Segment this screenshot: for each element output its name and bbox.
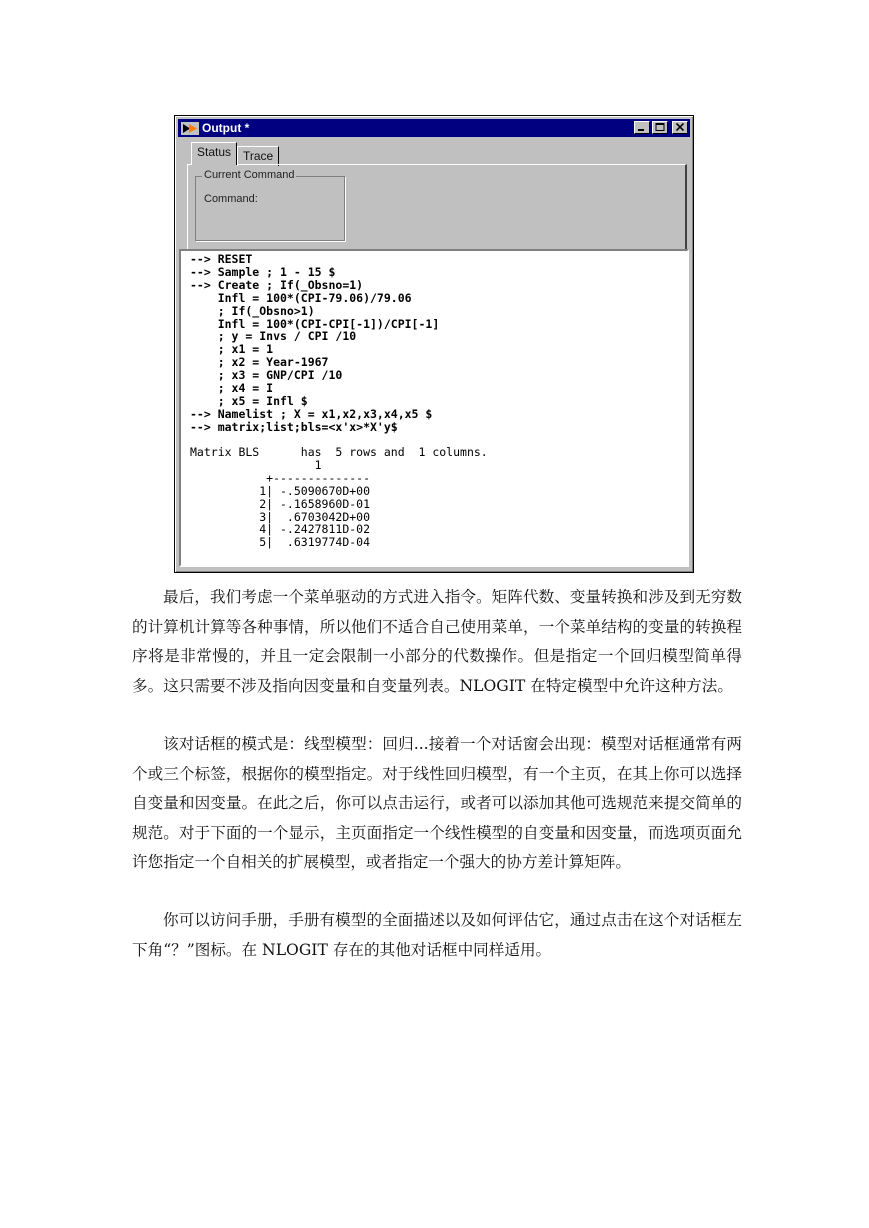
- matrix-row: 3| .6703042D+00: [259, 509, 371, 524]
- console-line: ; x5 = Infl $: [217, 393, 308, 408]
- current-command-label: Current Command: [204, 169, 295, 181]
- paragraph: [132, 730, 742, 878]
- window-title: Output *: [202, 121, 250, 135]
- paragraph-text: 该对话框的模式是：线型模型：回归...接着一个对话窗会出现：模型对话框通常有两个或三个标签，根据你的模型指定。对于线性回归模型，有一个主页，在其上你可以选择自变量和因变量。在此之后，你可以点击运行，或者可以添加其他可选规范来提交简单的规范。对于下面的一个显示，主页面指定一个线性模型的自变量和因变量，而选项页面允许您指定一个自相关的扩展模型，或者指定一个强大的协方差计算矩阵。: [132, 735, 742, 871]
- paragraph: [132, 906, 742, 965]
- maximize-button[interactable]: [652, 121, 668, 134]
- matrix-column-index: 1: [314, 457, 322, 472]
- console-line: --> matrix;list;bls=<x'x>*X'y$: [190, 419, 398, 434]
- minimize-button[interactable]: [634, 121, 650, 134]
- matrix-row: 2| -.1658960D-01: [259, 496, 371, 511]
- matrix-output: [190, 446, 488, 549]
- app-icon: [181, 122, 199, 135]
- minimize-icon: [635, 122, 649, 133]
- output-console[interactable]: [179, 249, 689, 567]
- matrix-row: 5| .6319774D-04: [259, 535, 371, 550]
- close-icon: [673, 122, 687, 133]
- console-line: ; y = Invs / CPI /10: [217, 329, 357, 344]
- console-line: ; x1 = 1: [217, 342, 274, 357]
- console-line: ; If(_Obsno>1): [217, 303, 315, 318]
- console-line: ; x4 = I: [217, 381, 274, 396]
- close-button[interactable]: [672, 121, 688, 134]
- tab-status[interactable]: Status: [191, 142, 237, 165]
- status-area: [179, 140, 689, 262]
- tab-trace[interactable]: Trace: [237, 146, 279, 166]
- matrix-rule: +--------------: [266, 470, 371, 485]
- console-line: --> Sample ; 1 - 15 $: [190, 264, 336, 279]
- console-line: --> Namelist ; X = x1,x2,x3,x4,x5 $: [190, 406, 433, 421]
- console-line: --> RESET: [190, 252, 253, 266]
- console-line: ; x2 = Year-1967: [217, 355, 329, 370]
- paragraph-text: 你可以访问手册，手册有模型的全面描述以及如何评估它，通过点击在这个对话框左下角“？”图标。在 NLOGIT 存在的其他对话框中同样适用。: [132, 911, 742, 959]
- matrix-row: 1| -.5090670D+00: [259, 483, 371, 498]
- current-command-group: [195, 169, 345, 241]
- console-line: Infl = 100*(CPI-CPI[-1])/CPI[-1]: [217, 316, 440, 331]
- command-echo: [190, 253, 439, 434]
- command-label: Command:: [204, 193, 258, 205]
- maximize-icon: [653, 122, 667, 133]
- console-line: ; x3 = GNP/CPI /10: [217, 368, 343, 383]
- paragraph-text: 最后，我们考虑一个菜单驱动的方式进入指令。矩阵代数、变量转换和涉及到无穷数的计算机计算等各种事情，所以他们不适合自己使用菜单，一个菜单结构的变量的转换程序将是非常慢的，并且一定会限制一小部分的代数操作。但是指定一个回归模型简单得多。这只需要不涉及指向因变量和自变量列表。NLOGIT 在特定模型中允许这种方法。: [132, 588, 742, 695]
- console-line: --> Create ; If(_Obsno=1): [190, 277, 364, 292]
- matrix-row: 4| -.2427811D-02: [259, 522, 371, 537]
- paragraph: [132, 583, 742, 701]
- title-bar[interactable]: [178, 119, 690, 137]
- output-window: [174, 115, 694, 573]
- matrix-header: Matrix BLS has 5 rows and 1 columns.: [190, 445, 488, 459]
- console-line: Infl = 100*(CPI-79.06)/79.06: [217, 290, 412, 305]
